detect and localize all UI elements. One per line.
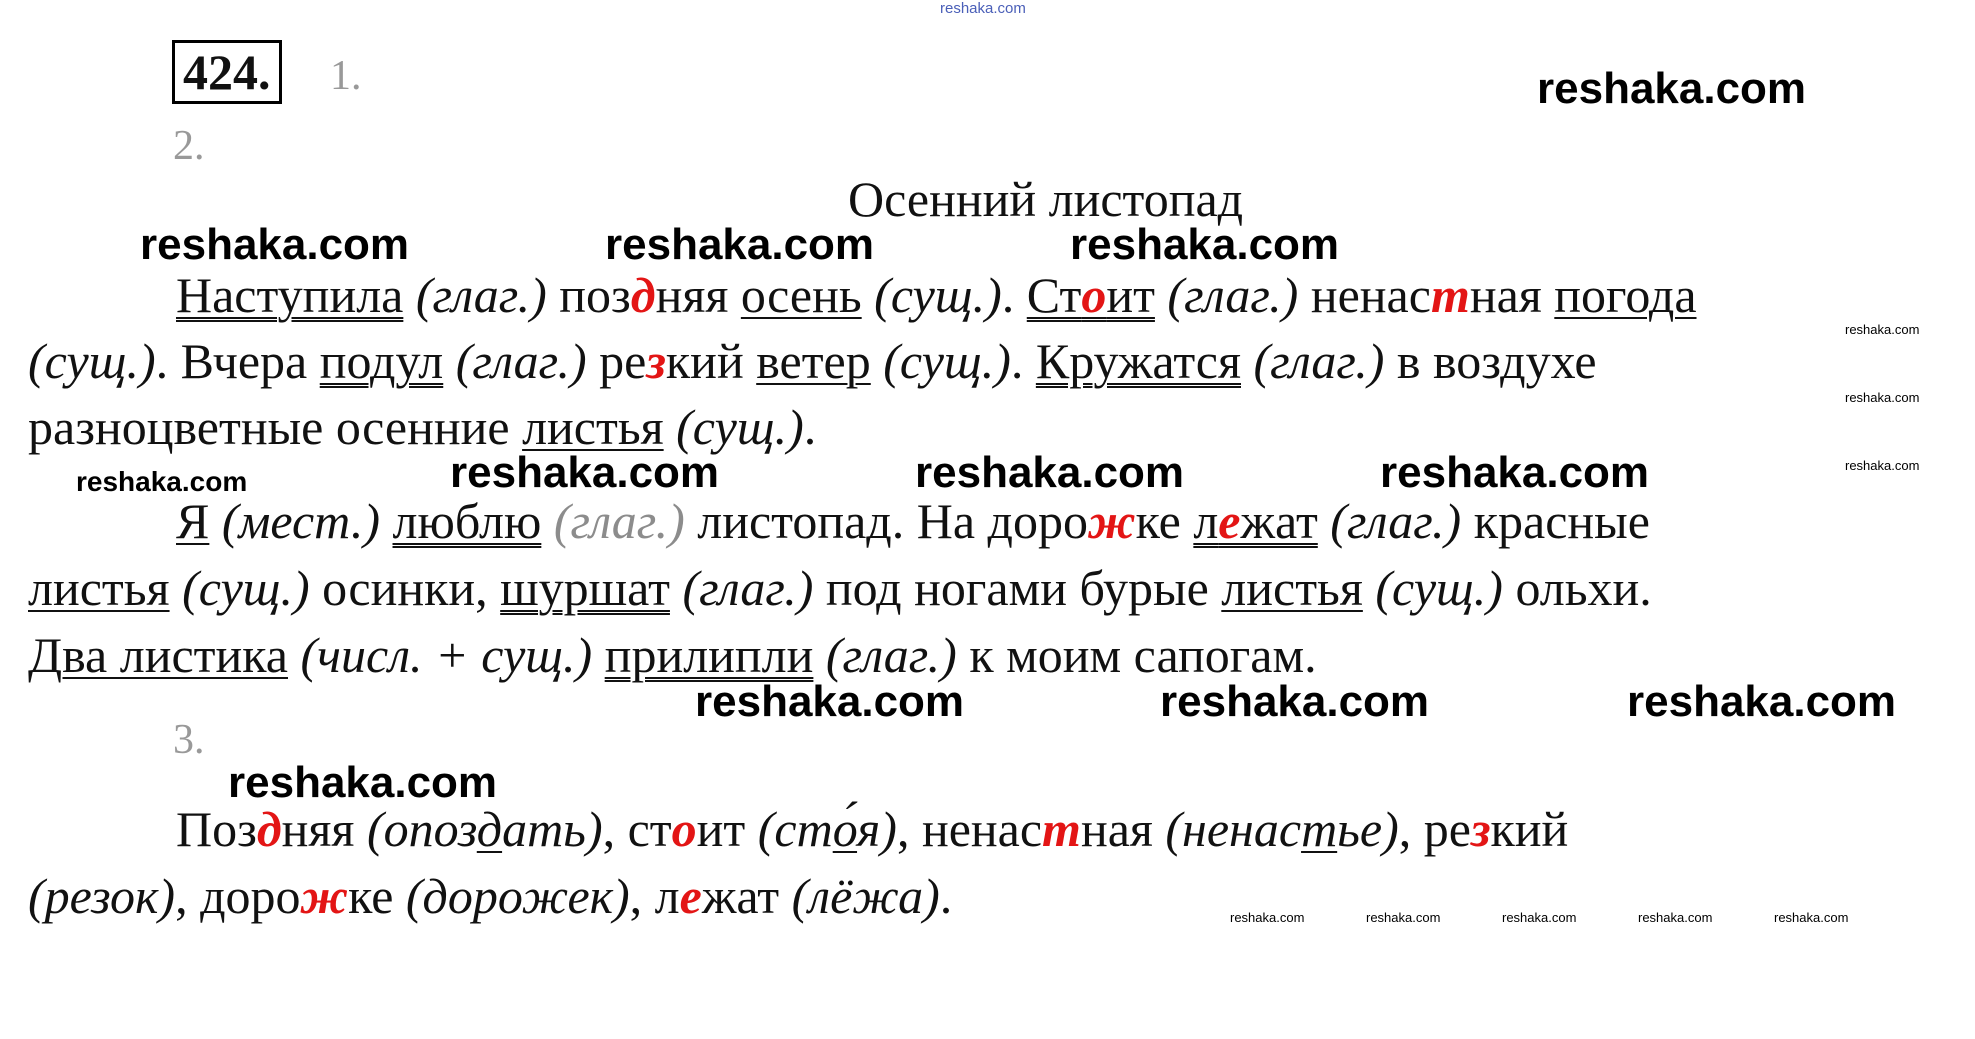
pos-note: (числ. + сущ.) xyxy=(300,627,593,683)
word: листопад. На дорожке xyxy=(697,493,1181,549)
pos-note: (сущ.) xyxy=(182,560,310,616)
watermark: reshaka.com xyxy=(1627,677,1897,726)
watermark: reshaka.com xyxy=(1160,677,1430,726)
section-3-label: 3. xyxy=(173,717,205,763)
word: осень xyxy=(740,267,862,323)
word: листья xyxy=(28,560,170,616)
word: ненастная xyxy=(921,801,1153,857)
word: стоит xyxy=(627,801,746,857)
pos-note: (сущ.) xyxy=(676,399,804,455)
word: Я xyxy=(176,493,210,549)
word: лежат xyxy=(1193,493,1318,549)
watermark: reshaka.com xyxy=(1366,910,1441,925)
word: осинки, xyxy=(322,560,488,616)
pos-note: (мест.) xyxy=(221,493,381,549)
word: Наступила xyxy=(176,267,404,323)
pos-note: (сущ.) xyxy=(874,267,1002,323)
watermark: reshaka.com xyxy=(140,220,410,269)
text-title: Осенний листопад xyxy=(848,171,1244,227)
pos-note: (глаг.) xyxy=(415,267,547,323)
word: под ногами бурые xyxy=(825,560,1209,616)
pos-note: (глаг.) xyxy=(825,627,957,683)
check-word: (лёжа) xyxy=(791,868,940,924)
word: резкий xyxy=(1423,801,1569,857)
watermark: reshaka.com xyxy=(1845,322,1920,337)
word: дорожке xyxy=(200,868,394,924)
pos-note: (глаг.) xyxy=(682,560,814,616)
word: люблю xyxy=(392,493,542,549)
check-word: (сто́я) xyxy=(757,801,897,857)
word: лежат xyxy=(654,868,780,924)
para1-line3: разноцветные осенние листья (сущ.). xyxy=(28,399,817,455)
watermark: reshaka.com xyxy=(1380,448,1650,497)
check-word: (дорожек) xyxy=(405,868,630,924)
watermark: reshaka.com xyxy=(605,220,875,269)
watermark: reshaka.com xyxy=(1070,220,1340,269)
word: ненастная xyxy=(1310,267,1542,323)
word: поздняя xyxy=(559,267,729,323)
word: листья xyxy=(1221,560,1363,616)
watermark: reshaka.com xyxy=(1638,910,1713,925)
section-2-label: 2. xyxy=(173,123,205,169)
pos-note: (глаг.) xyxy=(455,333,587,389)
pos-note: (сущ.) xyxy=(883,333,1011,389)
watermark: reshaka.com xyxy=(1774,910,1849,925)
watermark: reshaka.com xyxy=(1845,390,1920,405)
watermark: reshaka.com xyxy=(695,677,965,726)
word: разноцветные осенние xyxy=(28,399,510,455)
watermark: reshaka.com xyxy=(450,448,720,497)
para3-line2: (резок), дорожке (дорожек), лежат (лёжа). xyxy=(28,868,953,924)
watermark: reshaka.com xyxy=(1845,458,1920,473)
word: Поздняя xyxy=(176,801,355,857)
pos-note: (глаг.) xyxy=(553,493,685,549)
para1-line2: (сущ.). Вчера подул (глаг.) резкий ветер (сущ.). Кружатся (глаг.) в воздухе xyxy=(28,333,1597,389)
word: красные xyxy=(1473,493,1650,549)
check-word: (резок) xyxy=(28,868,176,924)
exercise-number: 424. xyxy=(172,40,282,104)
check-word: (ненастье) xyxy=(1165,801,1399,857)
word: шуршат xyxy=(500,560,670,616)
watermark: reshaka.com xyxy=(228,758,498,807)
para3-line1: Поздняя (опоздать), стоит (сто́я), ненастная (ненастье), резкий xyxy=(176,801,1569,857)
watermark: reshaka.com xyxy=(76,466,248,497)
watermark: reshaka.com xyxy=(915,448,1185,497)
section-1-label: 1. xyxy=(330,53,362,99)
check-word: (опоздать) xyxy=(366,801,603,857)
watermark: reshaka.com xyxy=(1502,910,1577,925)
word: листья xyxy=(522,399,664,455)
para2-line3 xyxy=(28,622,1317,688)
pos-note: (сущ.) xyxy=(28,333,156,389)
pos-note: (глаг.) xyxy=(1167,267,1299,323)
word: к моим сапогам. xyxy=(969,627,1317,683)
word: в воздухе xyxy=(1396,333,1597,389)
top-watermark: reshaka.com xyxy=(940,0,1026,17)
watermark: reshaka.com xyxy=(1230,910,1305,925)
pos-note: (сущ.) xyxy=(1375,560,1503,616)
para2-line2 xyxy=(28,555,1652,621)
pos-note: (глаг.) xyxy=(1330,493,1462,549)
word: погода xyxy=(1554,267,1697,323)
para2-line1 xyxy=(176,488,1650,554)
word: Стоит xyxy=(1026,267,1155,323)
word: резкий xyxy=(599,333,744,389)
word: ветер xyxy=(756,333,871,389)
word: прилипли xyxy=(604,627,814,683)
word: ольхи. xyxy=(1515,560,1652,616)
word: Кружатся xyxy=(1035,333,1241,389)
word: Вчера xyxy=(180,333,308,389)
para1-line1: Наступила (глаг.) поздняя осень (сущ.). Стоит (глаг.) ненастная погода xyxy=(176,267,1697,323)
pos-note: (глаг.) xyxy=(1253,333,1385,389)
watermark: reshaka.com xyxy=(1537,64,1807,113)
word: подул xyxy=(319,333,444,389)
word: Два листика xyxy=(28,627,288,683)
